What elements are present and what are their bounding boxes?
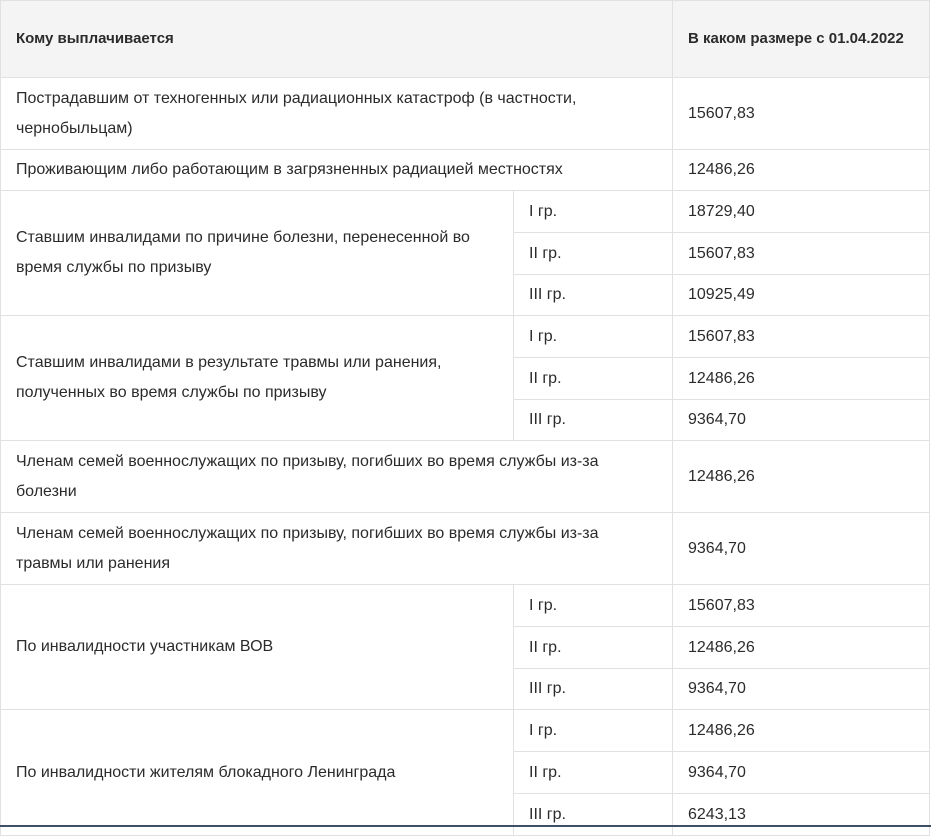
disability-group-cell: I гр.: [514, 585, 673, 627]
disability-group-cell: II гр.: [514, 358, 673, 400]
disability-group-cell: I гр.: [514, 191, 673, 233]
table-row: [1, 710, 930, 752]
amount-cell: 12486,26: [673, 441, 930, 513]
table-row: [1, 441, 930, 513]
disability-group-cell: I гр.: [514, 316, 673, 358]
disability-group-cell: III гр.: [514, 275, 673, 316]
amount-cell: 9364,70: [673, 400, 930, 441]
table-header-row: [1, 1, 930, 78]
amount-cell: 18729,40: [673, 191, 930, 233]
disability-group-cell: III гр.: [514, 669, 673, 710]
table-row: [1, 78, 930, 150]
table-row: [1, 316, 930, 358]
recipient-cell: Членам семей военнослужащих по призыву, погибших во время службы из-за травмы или ранения: [1, 513, 673, 585]
recipient-cell: Пострадавшим от техногенных или радиационных катастроф (в частности, чернобыльцам): [1, 78, 673, 150]
recipient-cell: Ставшим инвалидами по причине болезни, перенесенной во время службы по призыву: [1, 191, 514, 316]
amount-cell: 6243,13: [673, 794, 930, 836]
recipient-cell: По инвалидности жителям блокадного Ленинграда: [1, 710, 514, 836]
amount-cell: 10925,49: [673, 275, 930, 316]
amount-cell: 12486,26: [673, 358, 930, 400]
table-row: [1, 150, 930, 191]
table-row: [1, 585, 930, 627]
disability-group-cell: III гр.: [514, 794, 673, 836]
recipient-cell: По инвалидности участникам ВОВ: [1, 585, 514, 710]
table-row: [1, 191, 930, 233]
recipient-cell: Членам семей военнослужащих по призыву, погибших во время службы из-за болезни: [1, 441, 673, 513]
recipient-cell: Проживающим либо работающим в загрязненных радиацией местностях: [1, 150, 673, 191]
column-header-amount: В каком размере с 01.04.2022: [673, 1, 930, 78]
disability-group-cell: II гр.: [514, 627, 673, 669]
disability-group-cell: I гр.: [514, 710, 673, 752]
column-header-recipient: Кому выплачивается: [1, 1, 673, 78]
amount-cell: 12486,26: [673, 710, 930, 752]
amount-cell: 9364,70: [673, 752, 930, 794]
amount-cell: 15607,83: [673, 78, 930, 150]
table-row: [1, 513, 930, 585]
recipient-cell: Ставшим инвалидами в результате травмы или ранения, полученных во время службы по призыву: [1, 316, 514, 441]
disability-group-cell: III гр.: [514, 400, 673, 441]
amount-cell: 15607,83: [673, 585, 930, 627]
disability-group-cell: II гр.: [514, 233, 673, 275]
amount-cell: 12486,26: [673, 627, 930, 669]
disability-group-cell: II гр.: [514, 752, 673, 794]
amount-cell: 9364,70: [673, 513, 930, 585]
amount-cell: 9364,70: [673, 669, 930, 710]
amount-cell: 15607,83: [673, 233, 930, 275]
amount-cell: 12486,26: [673, 150, 930, 191]
amount-cell: 15607,83: [673, 316, 930, 358]
